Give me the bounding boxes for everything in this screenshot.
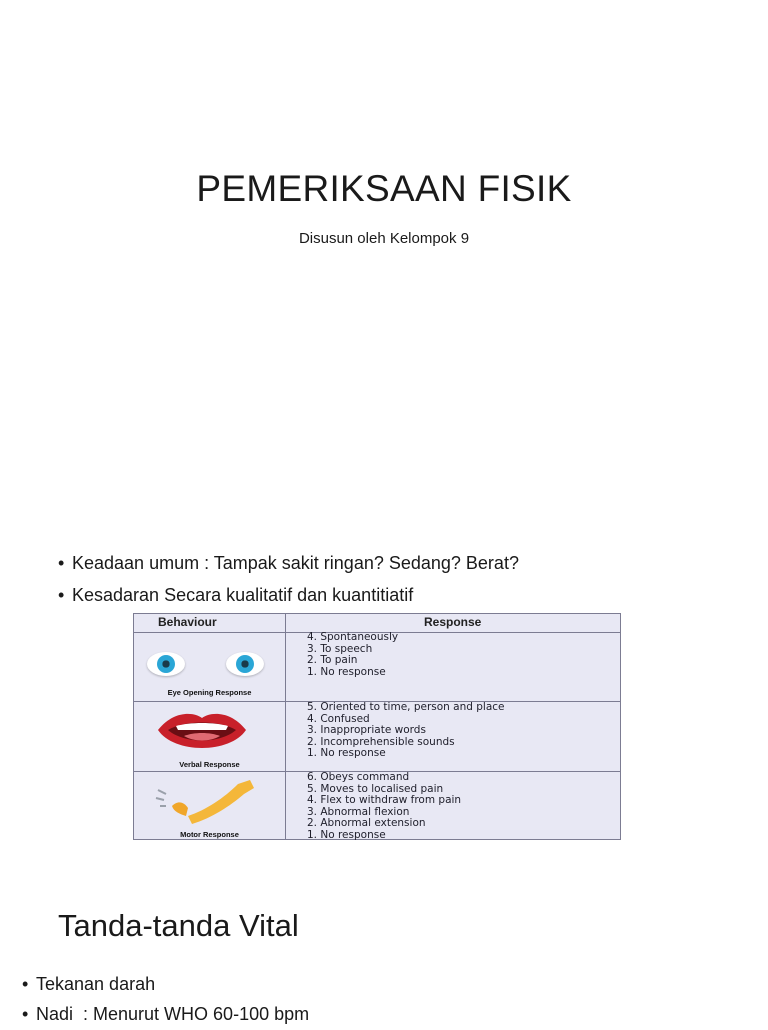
response-item: 5. Moves to localised pain — [307, 782, 444, 795]
eye-icon — [147, 652, 185, 676]
vitals-text: Nadi : Menurut WHO 60-100 bpm — [36, 1004, 310, 1024]
section-heading: Tanda-tanda Vital — [58, 908, 299, 943]
vitals-item — [22, 970, 309, 1000]
bullet-item — [58, 582, 519, 614]
header-behaviour: Behaviour — [158, 615, 217, 629]
arm-icon — [154, 776, 264, 824]
bullet-dot: • — [58, 553, 65, 573]
response-item: 4. Spontaneously — [307, 631, 399, 643]
bullet-text: Kesadaran Secara kualitatif dan kuantitiatif — [72, 585, 414, 605]
response-item: 2. Abnormal extension — [307, 817, 426, 830]
row-caption-verbal: Verbal Response — [179, 760, 240, 769]
response-list-motor — [307, 772, 461, 842]
table-divider — [285, 614, 286, 839]
bullet-dot: • — [58, 585, 65, 605]
response-item: 3. Abnormal flexion — [307, 805, 410, 818]
gcs-table-image — [133, 613, 621, 840]
eye-icon — [226, 652, 264, 676]
slide-title: PEMERIKSAAN FISIK — [196, 168, 572, 209]
response-item: 1. No response — [307, 828, 386, 841]
response-item: 3. Inappropriate words — [307, 724, 426, 737]
iris — [236, 655, 254, 673]
iris — [157, 655, 175, 673]
vitals-text: Tekanan darah — [36, 974, 156, 994]
response-item: 1. No response — [307, 665, 386, 678]
row-caption-eye: Eye Opening Response — [167, 688, 252, 697]
bullet-dot: • — [22, 974, 29, 994]
vitals-item — [22, 1000, 309, 1030]
response-item: 1. No response — [307, 747, 386, 760]
response-item: 2. Incomprehensible sounds — [307, 735, 455, 748]
response-item: 4. Flex to withdraw from pain — [307, 794, 462, 807]
bullet-list — [58, 550, 519, 614]
mouth-icon — [154, 706, 250, 758]
response-item: 3. To speech — [307, 642, 373, 655]
row-caption-motor: Motor Response — [180, 830, 239, 839]
vitals-list — [22, 970, 309, 1030]
response-item: 6. Obeys command — [307, 771, 410, 783]
slide-subtitle: Disusun oleh Kelompok 9 — [298, 230, 470, 247]
response-item: 2. To pain — [307, 654, 358, 667]
bullet-item — [58, 550, 519, 582]
response-list-verbal — [307, 702, 505, 760]
bullet-dot: • — [22, 1004, 29, 1024]
header-response: Response — [424, 615, 482, 629]
response-item: 5. Oriented to time, person and place — [307, 701, 505, 713]
response-item: 4. Confused — [307, 712, 370, 725]
response-list-eye — [307, 632, 398, 678]
bullet-text: Keadaan umum : Tampak sakit ringan? Sedang? Berat? — [72, 553, 519, 573]
